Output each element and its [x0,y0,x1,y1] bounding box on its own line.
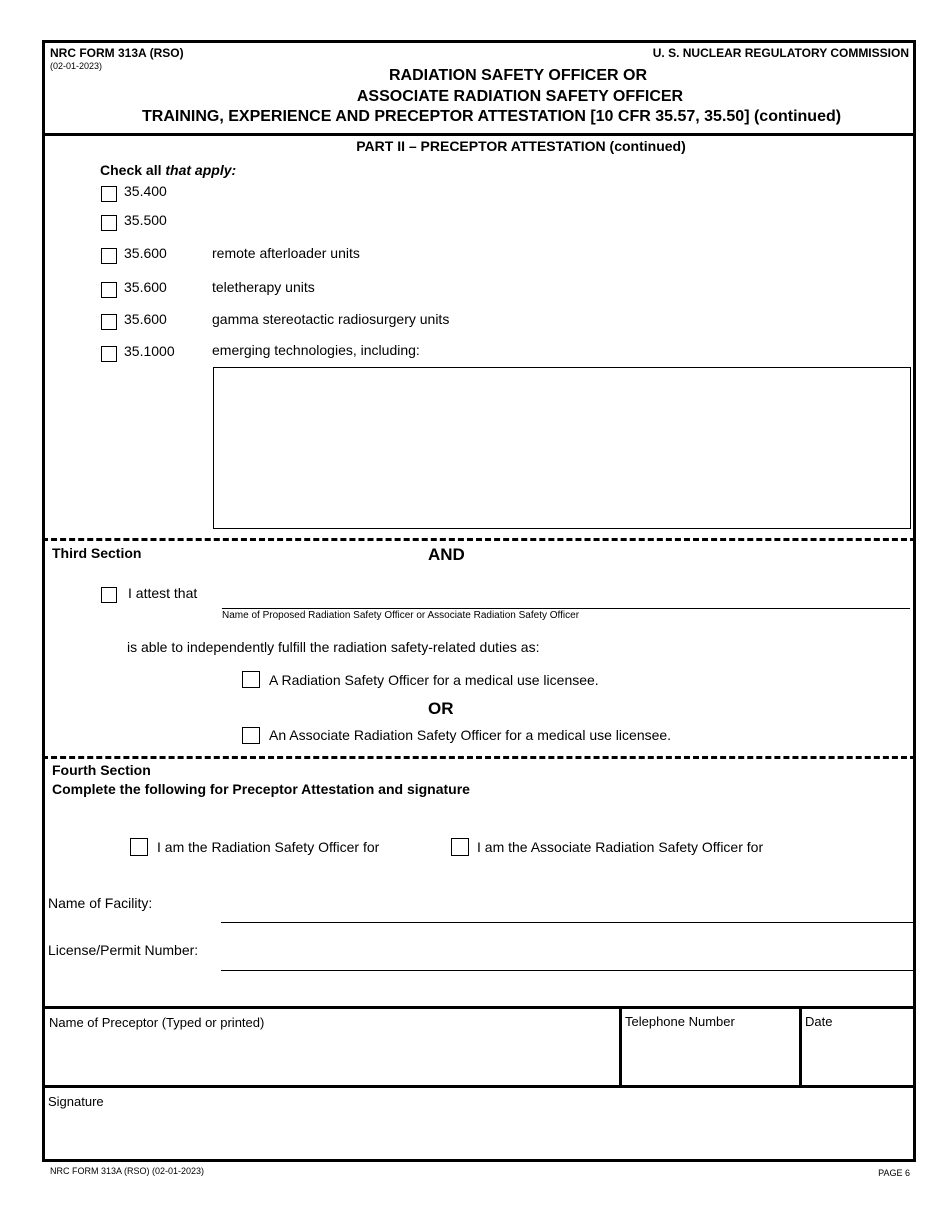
fourth-section-label: Fourth Section [52,762,151,778]
page-number: PAGE 6 [878,1168,910,1178]
item-desc: gamma stereotactic radiosurgery units [212,311,450,327]
section-divider [42,756,916,759]
signature-field[interactable] [45,1114,911,1158]
third-section-label: Third Section [52,545,142,561]
preceptor-name-label: Name of Preceptor (Typed or printed) [49,1015,265,1030]
arso-option-label: An Associate Radiation Safety Officer for a medical use licensee. [269,727,672,743]
part2-title: PART II – PRECEPTOR ATTESTATION (continued) [356,138,686,154]
signature-block-top [42,1006,916,1009]
form-frame [42,40,916,1162]
checkbox-35-400[interactable] [101,186,117,202]
attest-label: I attest that [128,585,198,601]
preceptor-name-field[interactable] [45,1035,615,1081]
arso-option-checkbox[interactable] [242,727,260,744]
item-code: 35.400 [124,183,167,199]
arso-for-checkbox[interactable] [451,838,469,856]
col-divider [619,1006,622,1086]
title-line-2: ASSOCIATE RADIATION SAFETY OFFICER [356,88,684,105]
rso-option-checkbox[interactable] [242,671,260,688]
check-all-label: Check all that apply: [100,162,237,178]
able-text: is able to independently fulfill the radiation safety-related duties as: [127,639,540,655]
license-line[interactable] [221,970,913,971]
item-code: 35.500 [124,212,167,228]
fourth-section-subtitle: Complete the following for Preceptor Attestation and signature [52,781,470,797]
item-desc: emerging technologies, including: [212,342,420,358]
telephone-field[interactable] [623,1035,795,1081]
checkbox-35-600-remote[interactable] [101,248,117,264]
license-label: License/Permit Number: [48,942,199,958]
date-label: Date [805,1014,833,1029]
checkbox-35-600-teletherapy[interactable] [101,282,117,298]
item-desc: remote afterloader units [212,245,360,261]
rso-for-checkbox[interactable] [130,838,148,856]
title-line-3: TRAINING, EXPERIENCE AND PRECEPTOR ATTESTATION [10 CFR 35.57, 35.50] (continued) [142,108,842,125]
checkbox-35-1000[interactable] [101,346,117,362]
rso-option-label: A Radiation Safety Officer for a medical use licensee. [269,672,599,688]
or-label: OR [428,699,454,718]
form-date: (02-01-2023) [50,61,103,71]
proposed-name-line[interactable] [222,608,910,609]
item-code: 35.600 [124,245,167,261]
proposed-name-caption: Name of Proposed Radiation Safety Officer or Associate Radiation Safety Officer [222,610,580,621]
telephone-label: Telephone Number [625,1014,735,1029]
item-code: 35.1000 [124,343,175,359]
facility-line[interactable] [221,922,913,923]
agency-name: U. S. NUCLEAR REGULATORY COMMISSION [652,46,909,60]
rso-for-label: I am the Radiation Safety Officer for [157,839,380,855]
item-code: 35.600 [124,311,167,327]
facility-label: Name of Facility: [48,895,153,911]
footer-form-ref: NRC FORM 313A (RSO) (02-01-2023) [50,1166,205,1176]
title-line-1: RADIATION SAFETY OFFICER OR [388,67,648,84]
and-label: AND [428,545,465,564]
signature-row-divider [42,1085,916,1088]
attest-checkbox[interactable] [101,587,117,603]
header-divider [42,133,916,136]
emerging-technologies-textbox[interactable] [213,367,911,529]
signature-label: Signature [48,1094,104,1109]
item-code: 35.600 [124,279,167,295]
date-field[interactable] [803,1035,911,1081]
section-divider [42,538,916,541]
item-desc: teletherapy units [212,279,315,295]
form-id: NRC FORM 313A (RSO) [50,46,184,60]
col-divider [799,1006,802,1086]
checkbox-35-500[interactable] [101,215,117,231]
arso-for-label: I am the Associate Radiation Safety Officer for [477,839,764,855]
checkbox-35-600-gamma[interactable] [101,314,117,330]
